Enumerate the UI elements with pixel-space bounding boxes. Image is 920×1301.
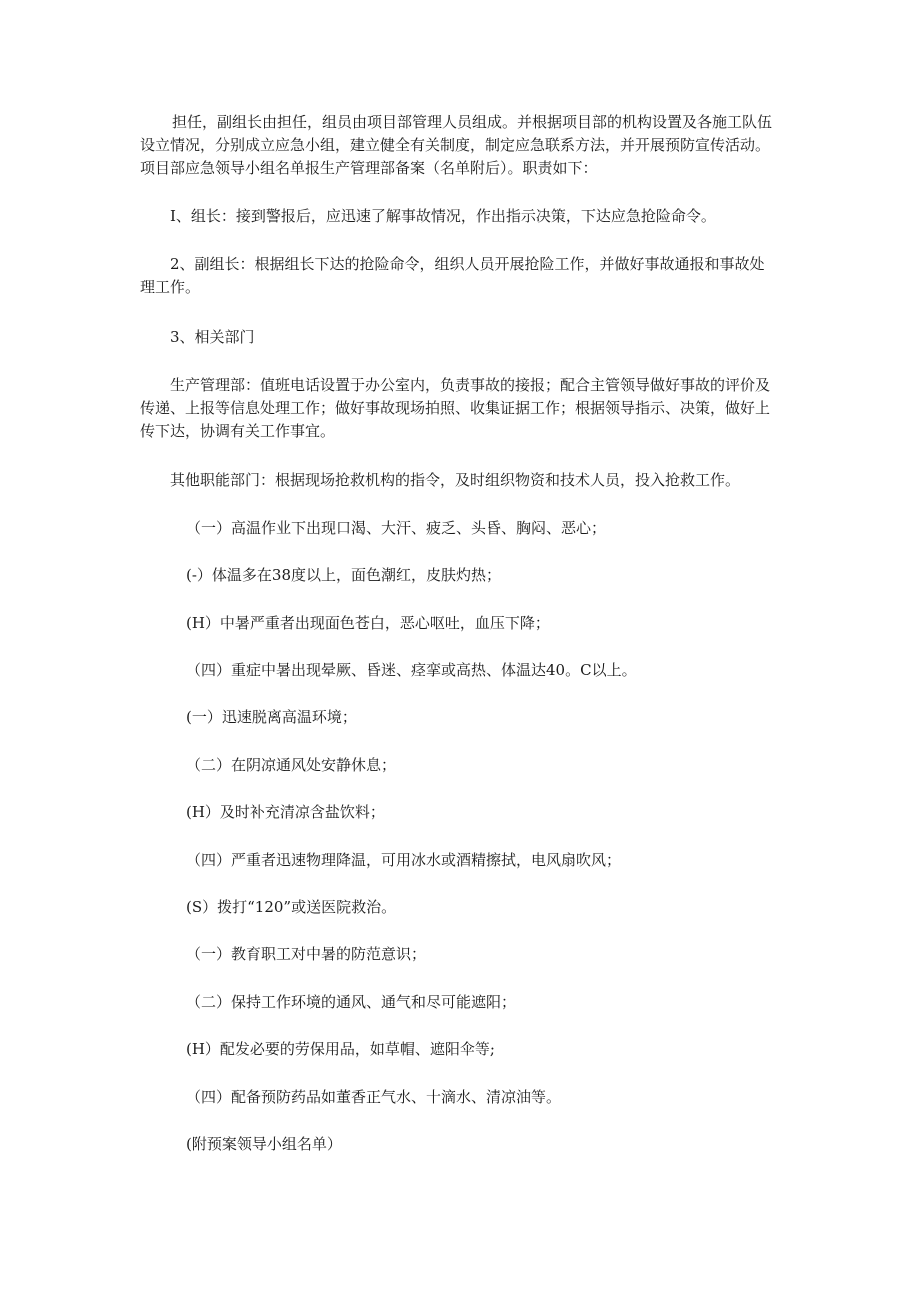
prevention-4: （四）配备预防药品如董香正气水、十滴水、清凉油等。 [186,1088,562,1106]
symptom-4: （四）重症中暑出现晕厥、昏迷、痉挛或高热、体温达40。C以上。 [186,661,637,679]
treatment-4: （四）严重者迅速物理降温，可用冰水或酒精擦拭，电风扇吹风； [186,851,622,869]
treatment-5: (S）拨打“120”或送医院救治。 [186,898,397,916]
intro-line-3: 项目部应急领导小组名单报生产管理部备案（名单附后）。职责如下： [140,159,598,177]
intro-line-2: 设立情况，分别成立应急小组，建立健全有关制度，制定应急联系方法，并开展预防宣传活动。 [140,136,771,154]
prevention-3: (H）配发必要的劳保用品，如草帽、遮阳伞等; [186,1040,495,1058]
duty-leader: I、组长：接到警报后，应迅速了解事故情况，作出指示决策，下达应急抢险命令。 [170,207,716,225]
symptom-3: (H）中暑严重者出现面色苍白，恶心呕吐，血压下降； [186,614,550,632]
intro-paragraph [140,111,786,180]
treatment-1: (一）迅速脱离高温环境； [186,708,357,726]
prevention-1: （一）教育职工对中暑的防范意识； [186,945,427,963]
duty-production-line-3: 传下达，协调有关工作事宜。 [140,422,336,440]
duty-deputy-line-1: 2、副组长：根据组长下达的抢险命令，组织人员开展抢险工作，并做好事故通报和事故处 [170,255,765,273]
treatment-2: （二）在阴凉通风处安静休息； [186,756,397,774]
duty-deputy-line-2: 理工作。 [140,278,201,296]
duty-production-line-1: 生产管理部：值班电话设置于办公室内，负责事故的接报；配合主管领导做好事故的评价及 [170,376,771,394]
duty-production [140,374,790,443]
duty-production-line-2: 传递、上报等信息处理工作；做好事故现场拍照、收集证据工作；根据领导指示、决策，做好上 [140,399,771,417]
duty-other: 其他职能部门：根据现场抢救机构的指令，及时组织物资和技术人员，投入抢救工作。 [170,471,741,489]
duty-deputy [140,253,790,299]
duty-departments: 3、相关部门 [170,328,255,346]
prevention-2: （二）保持工作环境的通风、通气和尽可能遮阳； [186,993,517,1011]
appendix-note: (附预案领导小组名单） [186,1135,342,1153]
treatment-3: (H）及时补充清凉含盐饮料； [186,803,385,821]
symptom-1: （一）高温作业下出现口渴、大汗、疲乏、头昏、胸闷、恶心； [186,519,607,537]
intro-line-1: 担任，副组长由担任，组员由项目部管理人员组成。并根据项目部的机构设置及各施工队伍 [172,113,773,131]
symptom-2: (-）体温多在38度以上，面色潮红，皮肤灼热； [186,566,502,584]
